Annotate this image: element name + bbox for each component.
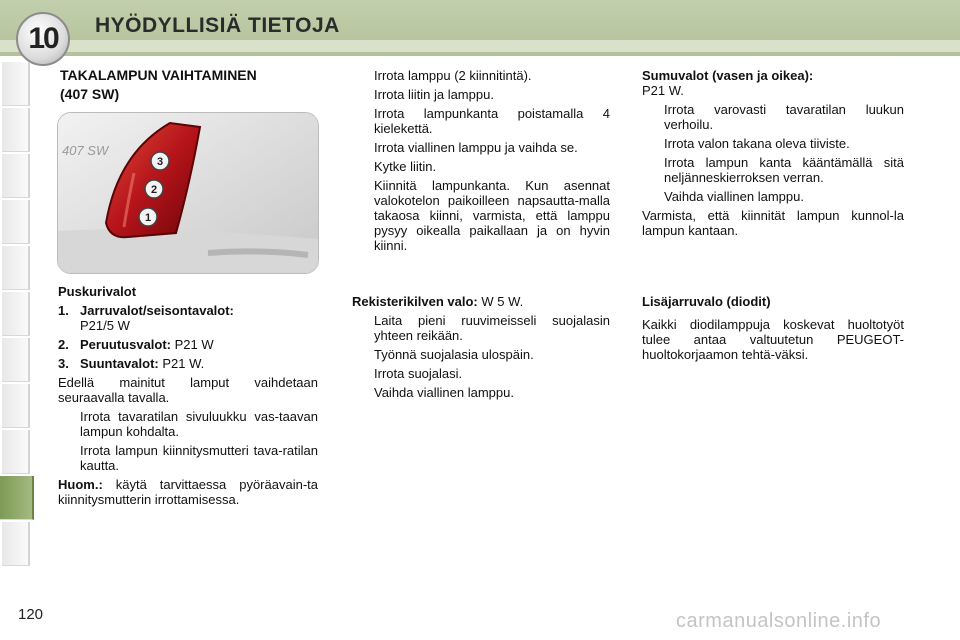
tail-lamp-image xyxy=(58,113,318,273)
right-column-top xyxy=(642,68,904,242)
list-item: Vaihda viallinen lamppu. xyxy=(374,385,514,400)
list-item: Irrota liitin ja lamppu. xyxy=(374,87,494,102)
note: Huom.: käytä tarvittaessa pyöräavain-ta kiinnitysmutterin irrottamisessa. xyxy=(58,477,318,507)
list-item: Työnnä suojalasia ulospäin. xyxy=(374,347,534,362)
chapter-tab-active[interactable] xyxy=(0,476,34,520)
list-item: Vaihda viallinen lamppu. xyxy=(664,189,804,204)
chapter-number-badge: 10 xyxy=(16,12,70,66)
header-band xyxy=(0,40,960,52)
section-title-line1: TAKALAMPUN VAIHTAMINEN xyxy=(60,67,257,83)
list-item: Kytke liitin. xyxy=(374,159,437,174)
callout-1 xyxy=(139,208,157,226)
list-item: Irrota tavaratilan sivuluukku vas-taavan lampun kohdalta. xyxy=(80,409,318,439)
svg-text:1: 1 xyxy=(144,212,152,224)
plate-light-heading: Rekisterikilven valo: W 5 W. xyxy=(352,294,524,309)
right-column-bottom xyxy=(642,294,904,366)
page-number: 120 xyxy=(18,606,44,623)
chapter-tab[interactable] xyxy=(2,154,30,198)
list-item: Irrota suojalasi. xyxy=(374,366,463,381)
fog-lights-heading: Sumuvalot (vasen ja oikea): xyxy=(642,68,814,83)
section-title-line2: (407 SW) xyxy=(60,86,120,102)
lamp-item-1: 1. Jarruvalot/seisontavalot: P21/5 W xyxy=(58,303,234,333)
left-column xyxy=(58,284,318,511)
chapter-tab[interactable] xyxy=(2,200,30,244)
chapter-tab[interactable] xyxy=(2,292,30,336)
extra-brake-light-heading: Lisäjarruvalo (diodit) xyxy=(642,294,771,309)
middle-column-bottom xyxy=(352,294,610,404)
list-item: Irrota lampun kiinnitysmutteri tava-ratilan kautta. xyxy=(80,443,318,473)
list-item: Irrota valon takana oleva tiiviste. xyxy=(664,136,850,151)
list-item: Irrota lampun kanta kääntämällä sitä neljänneskierroksen verran. xyxy=(664,155,904,185)
fog-lights-value: P21 W. xyxy=(642,83,684,98)
list-item: Irrota varovasti tavaratilan luukun verhoilu. xyxy=(664,102,904,132)
svg-text:3: 3 xyxy=(156,156,164,168)
fog-lights-note: Varmista, että kiinnität lampun kunnol-la lampun kantaan. xyxy=(642,208,904,238)
list-item: Irrota viallinen lamppu ja vaihda se. xyxy=(374,140,578,155)
list-item: Irrota lampunkanta poistamalla 4 kielekettä. xyxy=(374,106,610,136)
chapter-tab[interactable] xyxy=(2,246,30,290)
chapter-tab[interactable] xyxy=(2,108,30,152)
extra-brake-light-text: Kaikki diodilamppuja koskevat huoltotyöt tulee antaa valtuutetun PEUGEOT-huoltokorjaamon tehtä-väksi. xyxy=(642,317,904,362)
lamp-item-3: 3. Suuntavalot: P21 W. xyxy=(58,356,205,371)
callout-3 xyxy=(151,152,169,170)
chapter-tabs xyxy=(0,62,34,582)
page-title: HYÖDYLLISIÄ TIETOJA xyxy=(95,14,340,37)
chapter-tab[interactable] xyxy=(2,522,30,566)
chapter-tab[interactable] xyxy=(2,430,30,474)
list-item: Laita pieni ruuvimeisseli suojalasin yhteen reikään. xyxy=(374,313,610,343)
tail-lamp-illustration xyxy=(57,112,319,274)
model-badge: 407 SW xyxy=(62,143,109,158)
bumper-lights-heading: Puskurivalot xyxy=(58,284,137,299)
watermark: carmanualsonline.info xyxy=(676,610,882,632)
list-item: Irrota lamppu (2 kiinnitintä). xyxy=(374,68,532,83)
list-item: Kiinnitä lampunkanta. Kun asennat valokotelon paikoilleen napsautta-malla takaosa kiinni, varmista, että lamppu pysyy oikealla paikallaan ja on hyvin kiinni. xyxy=(374,178,610,253)
middle-column-top xyxy=(352,68,610,257)
chapter-tab[interactable] xyxy=(2,338,30,382)
svg-text:2: 2 xyxy=(150,184,158,196)
chapter-tab[interactable] xyxy=(2,384,30,428)
section-heading xyxy=(60,68,320,106)
lamp-item-2: 2. Peruutusvalot: P21 W xyxy=(58,337,214,352)
callout-2 xyxy=(145,180,163,198)
replacement-intro: Edellä mainitut lamput vaihdetaan seuraavalla tavalla. xyxy=(58,375,318,405)
chapter-tab[interactable] xyxy=(2,62,30,106)
